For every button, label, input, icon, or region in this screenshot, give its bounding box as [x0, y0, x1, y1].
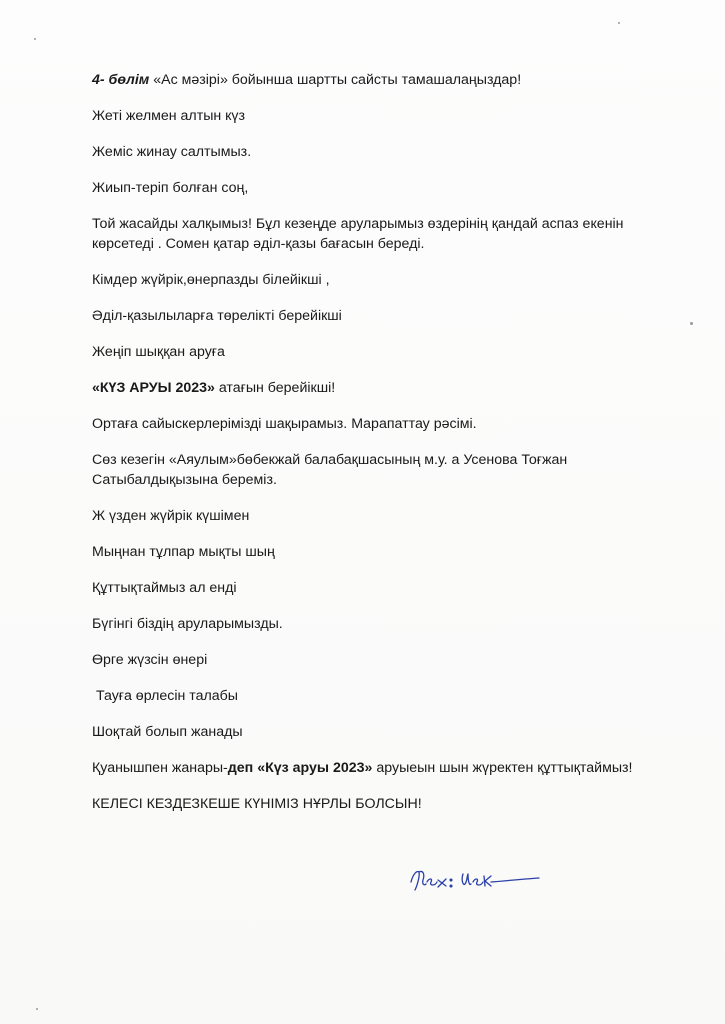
text-line-7: Жеңіп шыққан аруға	[92, 344, 225, 360]
text-line-1: Жеті желмен алтын күз	[92, 108, 245, 124]
scan-speck	[618, 22, 620, 24]
text-line-17: Шоқтай болып жанады	[92, 724, 243, 740]
scan-speck	[36, 1008, 38, 1010]
final-bold: деп «Күз аруы 2023»	[227, 760, 373, 776]
section-label: 4- бөлім	[92, 72, 150, 88]
text-paragraph-10: Сөз кезегін «Аяулым»бөбекжай балабақшасының м.у. а Усенова Тоғжан Сатыбалдықызына береміз.	[92, 452, 568, 488]
scan-speck	[690, 322, 693, 325]
contest-title: «КҮЗ АРУЫ 2023»	[92, 380, 215, 396]
text-line-16: Тауға өрлесін талабы	[92, 688, 239, 704]
text-line-2: Жеміс жинау салтымыз.	[92, 144, 252, 160]
title-line-rest: атағын берейікші!	[214, 380, 336, 396]
text-line-14: Бүгінгі біздің аруларымызды.	[92, 616, 283, 632]
text-line-6: Әділ-қазылыларға төрелікті берейікші	[92, 308, 342, 324]
text-line-11: Ж үзден жүйрік күшімен	[92, 508, 250, 524]
final-part-2: аруыеын шын жүректен құттықтаймыз!	[372, 760, 633, 776]
section-heading	[92, 70, 672, 90]
final-paragraph	[92, 758, 672, 778]
text-line-12: Мыңнан тұлпар мықты шың	[92, 544, 275, 560]
closing-line: КЕЛЕСІ КЕЗДЕЗКЕШЕ КҮНІМІЗ НҰРЛЫ БОЛСЫН!	[92, 796, 422, 812]
document-body	[92, 70, 672, 830]
handwritten-signature	[405, 862, 545, 898]
text-line-15: Өрге жүзсін өнері	[92, 652, 208, 668]
text-line-5: Кімдер жүйрік,өнерпазды білейікші ,	[92, 272, 330, 288]
scan-speck	[34, 38, 36, 40]
final-part-1: Қуанышпен жанары-	[92, 760, 228, 776]
text-line-13: Құттықтаймыз ал енді	[92, 580, 237, 596]
text-line-3: Жиып-теріп болған соң,	[92, 180, 249, 196]
text-paragraph-4: Той жасайды халқымыз! Бұл кезеңде аруларымыз өздерінің қандай аспаз екенін көрсетеді . Сомен қатар әділ-қазы бағасын береді.	[92, 216, 624, 252]
text-line-9: Ортаға сайыскерлерімізді шақырамыз. Марапаттау рәсімі.	[92, 416, 477, 432]
title-line	[92, 378, 672, 398]
section-heading-text: «Ас мәзірі» бойынша шартты сайсты тамашалаңыздар!	[149, 72, 522, 88]
